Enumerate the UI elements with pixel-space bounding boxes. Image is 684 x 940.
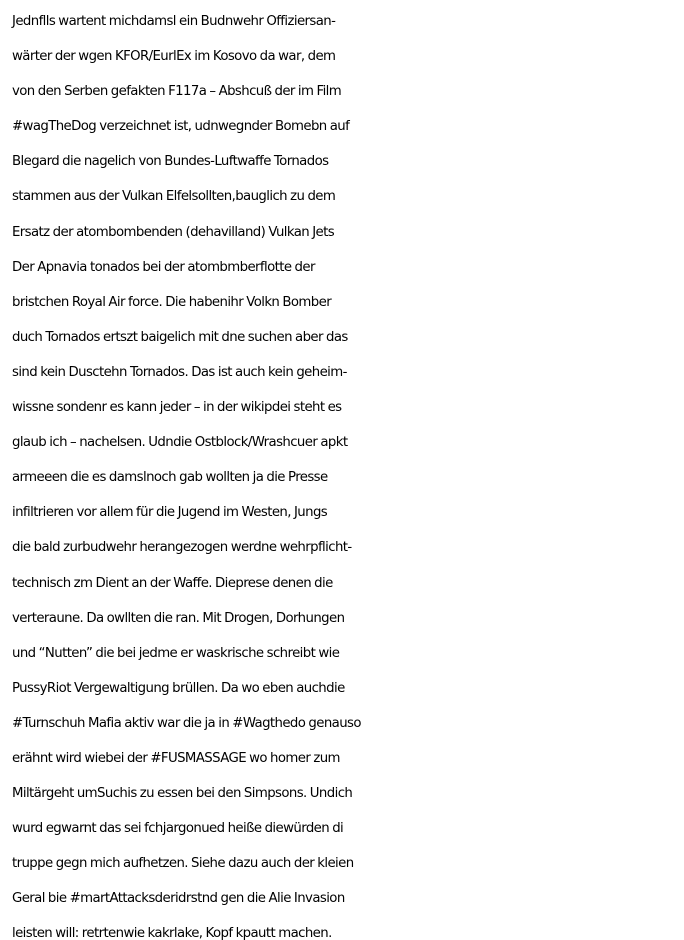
text-line: Ersatz der atombombenden (dehavilland) Vulkan Jets	[12, 224, 335, 240]
text-line: leisten will: retrtenwie kakrlake, Kopf kpautt machen.	[12, 926, 332, 940]
text-line: Jednflls wartent michdamsl ein Budnwehr Offiziersan-	[12, 14, 336, 29]
text-line: truppe gegn mich aufhetzen. Siehe dazu auch der kleien	[12, 856, 354, 872]
text-line: Geral bie #martAttacksderidrstnd gen die Alie Invasion	[12, 891, 345, 907]
text-line: verteraune. Da owllten die ran. Mit Drogen, Dorhungen	[12, 610, 345, 626]
text-line: wärter der wgen KFOR/EurlEx im Kosovo da war, dem	[12, 49, 336, 65]
text-line: duch Tornados ertszt baigelich mit dne suchen aber das	[12, 329, 348, 345]
body-text	[12, 4, 680, 940]
text-line: #wagTheDog verzeichnet ist, udnwegnder Bomebn auf	[12, 119, 350, 135]
text-line: Miltärgeht umSuchis zu essen bei den Simpsons. Undich	[12, 786, 353, 802]
text-line: glaub ich – nachelsen. Udndie Ostblock/Wrashcuer apkt	[12, 435, 348, 451]
text-line: #Turnschuh Mafia aktiv war die ja in #Wagthedo genauso	[12, 715, 361, 731]
text-line: armeeen die es damslnoch gab wollten ja die Presse	[12, 470, 328, 486]
text-line: bristchen Royal Air force. Die habenihr Volkn Bomber	[12, 294, 332, 310]
text-line: PussyRiot Vergewaltigung brüllen. Da wo eben auchdie	[12, 680, 345, 696]
text-line: die bald zurbudwehr herangezogen werdne wehrpflicht-	[12, 540, 352, 556]
text-line: infiltrieren vor allem für die Jugend im Westen, Jungs	[12, 505, 328, 521]
text-line: wurd egwarnt das sei fchjargonued heiße diewürden di	[12, 821, 344, 837]
text-line: stammen aus der Vulkan Elfelsollten,bauglich zu dem	[12, 189, 336, 205]
text-line: von den Serben gefakten F117a – Abshcuß der im Film	[12, 84, 342, 100]
text-line: sind kein Dusctehn Tornados. Das ist auch kein geheim-	[12, 364, 347, 380]
text-line: und “Nutten” die bei jedme er waskrische schreibt wie	[12, 645, 340, 661]
text-line: erähnt wird wiebei der #FUSMASSAGE wo homer zum	[12, 750, 340, 766]
text-line: wissne sondenr es kann jeder – in der wikipdei steht es	[12, 400, 342, 416]
text-line: Der Apnavia tonados bei der atombmberflotte der	[12, 259, 315, 275]
text-line: technisch zm Dient an der Waffe. Dieprese denen die	[12, 575, 333, 591]
text-line: Blegard die nagelich von Bundes-Luftwaffe Tornados	[12, 154, 329, 170]
